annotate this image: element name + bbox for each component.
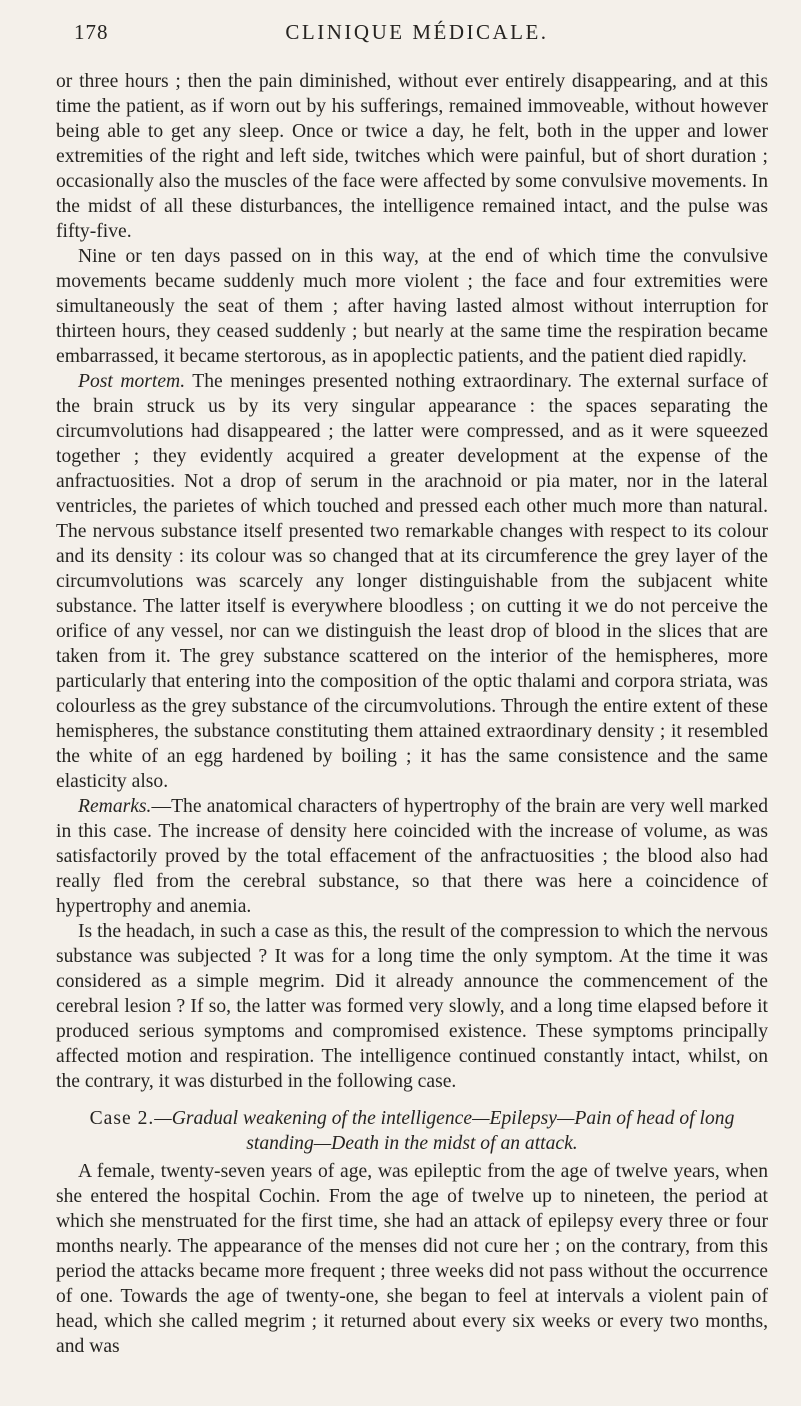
post-mortem-label: Post mortem. xyxy=(78,371,186,392)
page-number: 178 xyxy=(74,20,109,44)
page-header xyxy=(74,20,760,48)
remarks-text: —The anatomical characters of hypertrophy of the brain are very well marked in this case. The increase of density here coincided with the increase of volume, as was satisfactorily proved by the total effacement of the anfractuosities ; the blood also had really fled from the cerebral substance, so that there was here a coincidence of hypertrophy and anemia. xyxy=(56,796,768,917)
running-head: CLINIQUE MÉDICALE. xyxy=(285,20,549,44)
paragraph xyxy=(56,794,768,919)
case-label: Case 2. xyxy=(89,1108,155,1129)
body-text xyxy=(56,69,768,1359)
paragraph: Nine or ten days passed on in this way, at the end of which time the convulsive movements became suddenly much more violent ; the face and four extremities were simultaneously the seat of them ; after having lasted almost without interruption for thirteen hours, they ceased suddenly ; but nearly at the same time the respiration became embarrassed, it became stertorous, as in apoplectic patients, and the patient died rapidly. xyxy=(56,246,768,367)
case-title: —Gradual weakening of the intelligence—Epilepsy—Pain of head of long standing—Death in the midst of an attack. xyxy=(154,1108,735,1154)
remarks-label: Remarks. xyxy=(78,796,152,817)
paragraph: or three hours ; then the pain diminished, without ever entirely disappearing, and at this time the patient, as if worn out by his sufferings, remained immoveable, without however being able to get any sleep. Once or twice a day, he felt, both in the upper and lower extremities of the right and left side, twitches which were painful, but of short duration ; occasionally also the muscles of the face were affected by some convulsive movements. In the midst of all these disturbances, the intelligence remained intact, and the pulse was fifty-five. xyxy=(56,71,768,242)
paragraph: Is the headach, in such a case as this, the result of the compression to which the nervous substance was subjected ? It was for a long time the only symptom. At the time it was considered as a simple megrim. Did it already announce the commencement of the cerebral lesion ? If so, the latter was formed very slowly, and a long time elapsed before it produced serious symptoms and compromised existence. These symptoms principally affected motion and respiration. The intelligence continued constantly intact, whilst, on the contrary, it was disturbed in the following case. xyxy=(56,921,768,1092)
paragraph: A female, twenty-seven years of age, was epileptic from the age of twelve years, when she entered the hospital Cochin. From the age of twelve up to nineteen, the period at which she menstruated for the first time, she had an attack of epilepsy every three or four months nearly. The appearance of the menses did not cure her ; on the contrary, from this period the attacks became more frequent ; three weeks did not pass without the occurrence of one. Towards the age of twenty-one, she began to feel at intervals a violent pain of head, which she called megrim ; it returned about every six weeks or every two months, and was xyxy=(56,1161,768,1357)
post-mortem-text: The meninges presented nothing extraordinary. The external surface of the brain struck us by its very singular appearance : the spaces separating the circumvolutions had disappeared ; the latter were compressed, and as it were squeezed together ; they evidently acquired a greater development at the expense of the anfractuosities. Not a drop of serum in the arachnoid or pia mater, nor in the lateral ventricles, the parietes of which touched and pressed each other much more than natural. The nervous substance itself presented two remarkable changes with respect to its colour and its density : its colour was so changed that at its circumference the grey layer of the circumvolutions was scarcely any longer distinguishable from the subjacent white substance. The latter itself is everywhere bloodless ; on cutting it we do not perceive the orifice of any vessel, nor can we distinguish the least drop of blood in the slices that are taken from it. The grey substance scattered on the interior of the hemispheres, more particularly that entering into the composition of the optic thalami and corpora striata, was colourless as the grey substance of the circumvolutions. Through the entire extent of these hemispheres, the substance constituting them attained extraordinary density ; it resembled the white of an egg hardened by boiling ; it has the same consistence and the same elasticity also. xyxy=(56,371,769,792)
case-heading xyxy=(56,1106,768,1156)
paragraph xyxy=(56,369,768,794)
